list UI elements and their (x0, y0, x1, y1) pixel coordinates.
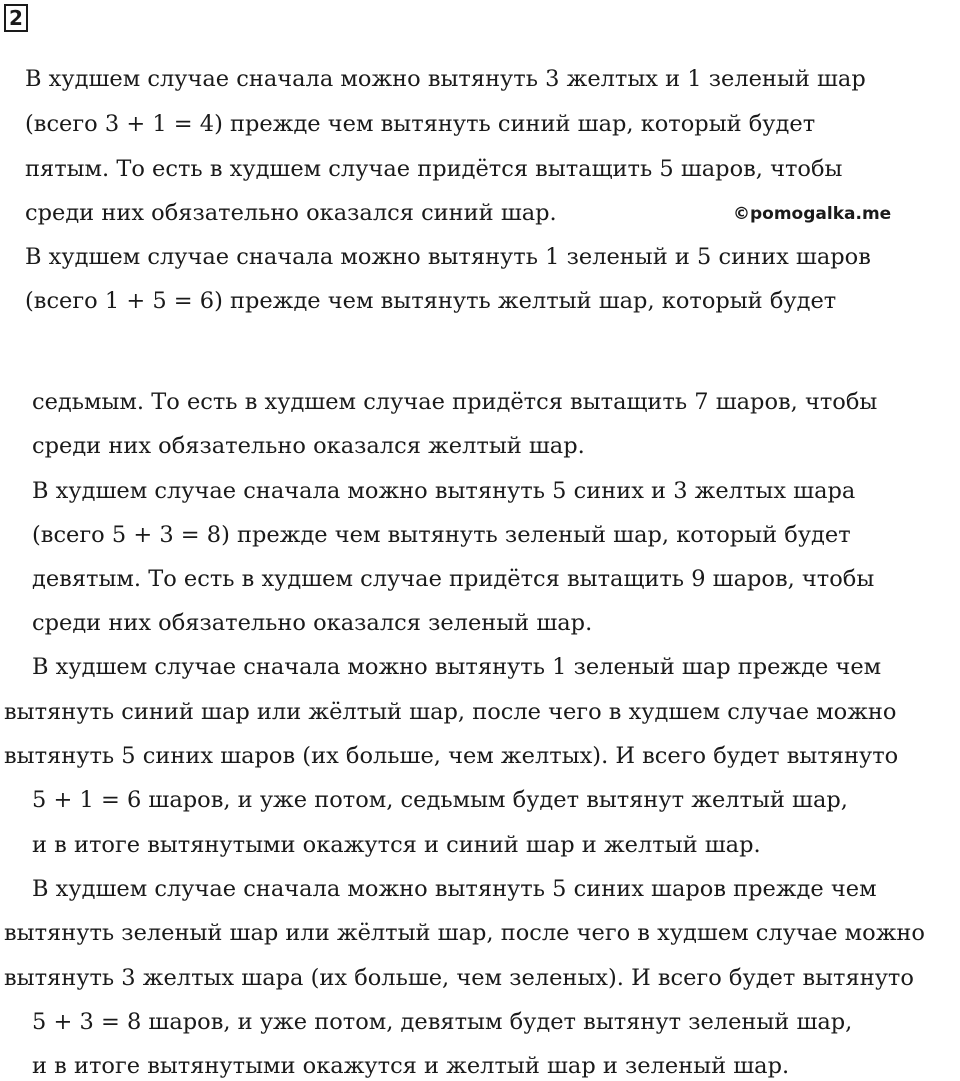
text-line: 5 + 1 = 6 шаров, и уже потом, седьмым будет вытянут желтый шар, (32, 787, 848, 813)
text-line: В худшем случае сначала можно вытянуть 1 зеленый и 5 синих шаров (25, 244, 871, 270)
text-line: седьмым. То есть в худшем случае придётся вытащить 7 шаров, чтобы (32, 389, 878, 415)
text-line: В худшем случае сначала можно вытянуть 5 синих шаров прежде чем (32, 876, 877, 902)
text-line: вытянуть синий шар или жёлтый шар, после чего в худшем случае можно (4, 699, 897, 725)
watermark: ©pomogalka.me (733, 204, 892, 224)
text-line: и в итоге вытянутыми окажутся и синий шар и желтый шар. (32, 832, 761, 858)
text-line: (всего 5 + 3 = 8) прежде чем вытянуть зеленый шар, который будет (32, 522, 851, 548)
text-line: вытянуть 5 синих шаров (их больше, чем желтых). И всего будет вытянуто (4, 743, 899, 769)
text-line: среди них обязательно оказался желтый шар. (32, 433, 585, 459)
text-line: В худшем случае сначала можно вытянуть 3 желтых и 1 зеленый шар (25, 66, 866, 92)
text-line: пятым. То есть в худшем случае придётся вытащить 5 шаров, чтобы (25, 156, 843, 182)
text-line: среди них обязательно оказался зеленый шар. (32, 610, 593, 636)
text-line: (всего 3 + 1 = 4) прежде чем вытянуть синий шар, который будет (25, 111, 816, 137)
text-line: девятым. То есть в худшем случае придётся вытащить 9 шаров, чтобы (32, 566, 875, 592)
text-line: В худшем случае сначала можно вытянуть 1 зеленый шар прежде чем (32, 654, 882, 680)
text-line: 5 + 3 = 8 шаров, и уже потом, девятым будет вытянут зеленый шар, (32, 1009, 853, 1035)
task-number-badge: 2 (4, 4, 28, 32)
text-line: вытянуть зеленый шар или жёлтый шар, после чего в худшем случае можно (4, 920, 925, 946)
text-line: (всего 1 + 5 = 6) прежде чем вытянуть желтый шар, который будет (25, 288, 837, 314)
text-line: В худшем случае сначала можно вытянуть 5 синих и 3 желтых шара (32, 478, 856, 504)
text-line: среди них обязательно оказался синий шар. (25, 200, 557, 226)
text-line: и в итоге вытянутыми окажутся и желтый шар и зеленый шар. (32, 1053, 790, 1079)
text-line: вытянуть 3 желтых шара (их больше, чем зеленых). И всего будет вытянуто (4, 965, 914, 991)
